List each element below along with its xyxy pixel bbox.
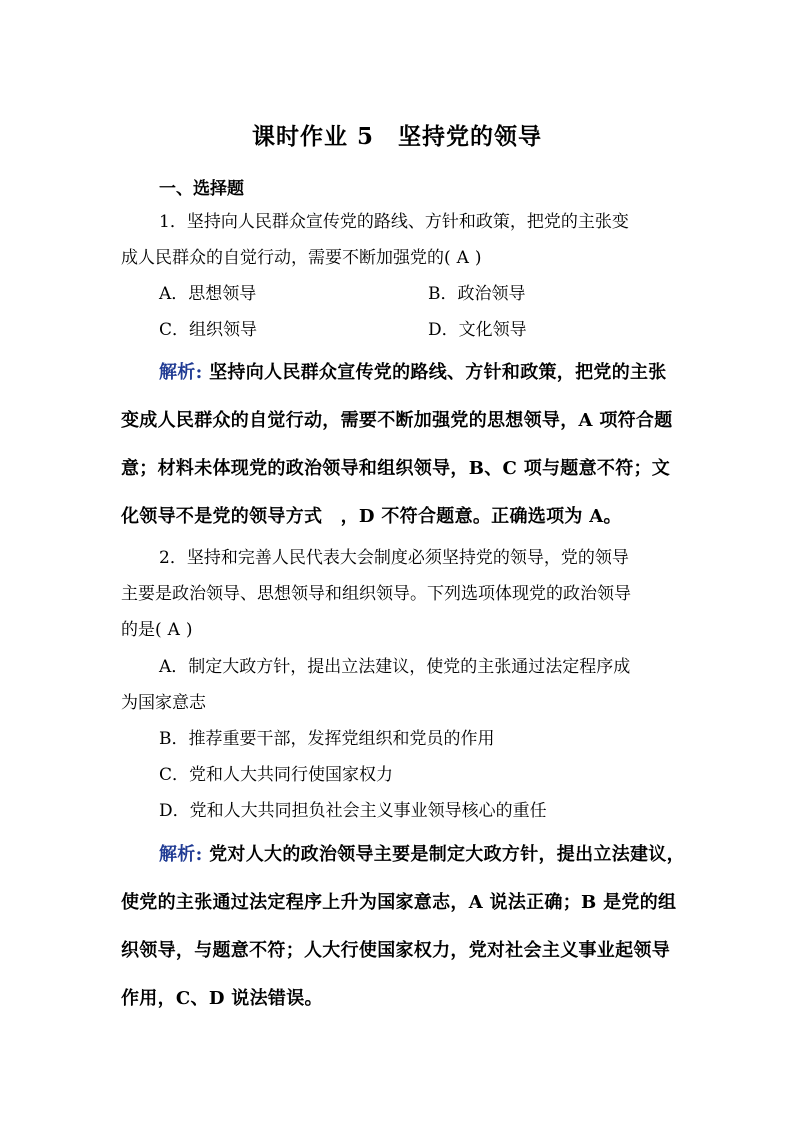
q1-option-b: B．政治领导 [428,284,526,304]
q2-option-a-line1: A．制定大政方针，提出立法建议，使党的主张通过法定程序成 [159,657,631,677]
q1-explanation-line3: 意；材料未体现党的政治领导和组织领导，B、C 项与题意不符；文 [121,458,671,479]
q2-close-paren: ) [185,620,193,640]
q2-option-c: C．党和人大共同行使国家权力 [159,765,394,785]
q1-explanation-line4: 化领导不是党的领导方式 ，D 不符合题意。正确选项为 A。 [121,506,622,527]
q2-explanation-line2: 使党的主张通过法定程序上升为国家意志，A 说法正确；B 是党的组 [121,892,677,913]
q2-stem-text: 的是( [121,620,162,640]
q1-explanation-label: 解析: [159,362,203,383]
q2-option-b: B．推荐重要干部，发挥党组织和党员的作用 [159,729,495,749]
q1-option-c: C．组织领导 [159,320,258,340]
q2-explanation-text: 党对人大的政治领导主要是制定大政方针，提出立法建议， [202,844,685,865]
q1-stem-text: 成人民群众的自觉行动，需要不断加强党的( [121,248,451,268]
section-heading: 一、选择题 [159,179,244,199]
q1-option-a: A．思想领导 [159,284,257,304]
q2-stem-line1: 2．坚持和完善人民代表大会制度必须坚持党的领导，党的领导 [159,548,629,568]
q1-explanation-line1 [159,360,667,386]
q1-option-d: D．文化领导 [428,320,527,340]
q1-explanation-line2: 变成人民群众的自觉行动，需要不断加强党的思想领导，A 项符合题 [121,410,673,431]
q2-answer: A [167,620,180,640]
q2-stem-line3 [121,618,193,642]
q1-stem-line2 [121,246,482,270]
q1-stem-line1: 1．坚持向人民群众宣传党的路线、方针和政策，把党的主张变 [159,212,629,232]
q2-explanation-line1 [159,842,685,868]
page-title: 课时作业 5 坚持党的领导 [251,123,542,150]
q2-stem-line2: 主要是政治领导、思想领导和组织领导。下列选项体现党的政治领导 [121,584,631,604]
q1-close-paren: ) [474,248,482,268]
q1-answer: A [456,248,469,268]
q2-option-d: D．党和人大共同担负社会主义事业领导核心的重任 [159,801,547,821]
q2-explanation-line3: 织领导，与题意不符；人大行使国家权力，党对社会主义事业起领导 [121,940,670,961]
q2-explanation-line4: 作用，C、D 说法错误。 [121,988,323,1009]
q2-explanation-label: 解析: [159,844,203,865]
q1-explanation-text: 坚持向人民群众宣传党的路线、方针和政策，把党的主张 [202,362,667,383]
q2-option-a-line2: 为国家意志 [121,693,206,713]
